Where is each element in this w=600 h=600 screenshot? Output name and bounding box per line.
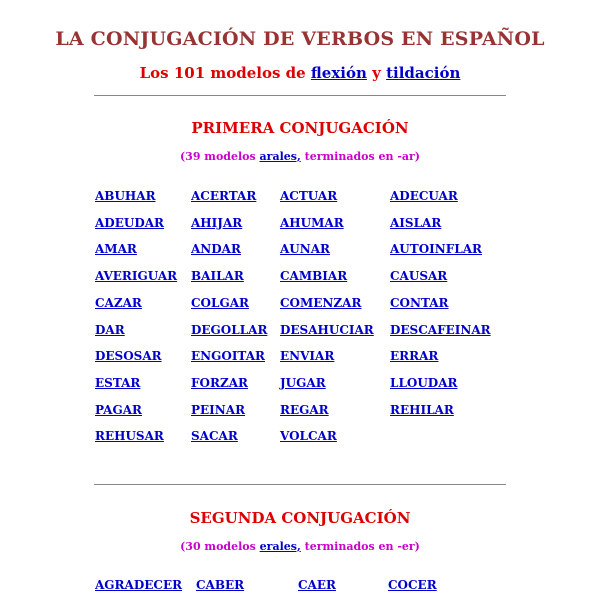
section-title-primera: PRIMERA CONJUGACIÓN <box>191 119 409 137</box>
verb-link-volcar[interactable]: VOLCAR <box>280 429 337 444</box>
verb-link-regar[interactable]: REGAR <box>280 402 329 417</box>
verb-link-andar[interactable]: ANDAR <box>191 242 241 257</box>
section-sub-suffix: terminados en -ar) <box>304 150 421 163</box>
verb-link-jugar[interactable]: JUGAR <box>280 375 326 390</box>
flexion-link[interactable]: flexión <box>310 64 367 82</box>
erales-link[interactable]: erales, <box>259 540 301 553</box>
verb-link-agradecer[interactable]: AGRADECER <box>95 578 183 592</box>
section-sub-prefix: (39 modelos <box>179 150 256 163</box>
verb-link-desahuciar[interactable]: DESAHUCIAR <box>280 322 374 337</box>
verb-link-enviar[interactable]: ENVIAR <box>280 349 335 364</box>
verb-link-aunar[interactable]: AUNAR <box>280 242 331 257</box>
subtitle-prefix: Los 101 modelos de <box>139 64 306 82</box>
verb-link-ahumar[interactable]: AHUMAR <box>280 215 344 230</box>
verb-link-adeudar[interactable]: ADEUDAR <box>95 215 165 230</box>
tildacion-link[interactable]: tildación <box>386 64 461 82</box>
page-title: LA CONJUGACIÓN DE VERBOS EN ESPAÑOL <box>55 28 545 50</box>
verb-link-desosar[interactable]: DESOSAR <box>95 349 162 364</box>
verb-link-cocer[interactable]: COCER <box>388 578 437 592</box>
verb-link-pagar[interactable]: PAGAR <box>95 402 142 417</box>
verb-link-amar[interactable]: AMAR <box>95 242 137 257</box>
verb-link-actuar[interactable]: ACTUAR <box>280 189 338 203</box>
verb-link-contar[interactable]: CONTAR <box>390 295 449 310</box>
subtitle-conjunction: y <box>372 64 381 82</box>
verb-link-aislar[interactable]: AISLAR <box>390 215 442 230</box>
verb-link-comenzar[interactable]: COMENZAR <box>280 295 362 310</box>
verb-link-descafeinar[interactable]: DESCAFEINAR <box>390 322 491 337</box>
verb-link-estar[interactable]: ESTAR <box>95 375 141 390</box>
verb-link-ahijar[interactable]: AHIJAR <box>191 215 243 230</box>
verb-link-bailar[interactable]: BAILAR <box>191 269 244 284</box>
verb-link-sacar[interactable]: SACAR <box>191 429 238 444</box>
arales-link[interactable]: arales, <box>259 150 301 163</box>
verb-link-lloudar[interactable]: LLOUDAR <box>390 375 458 390</box>
verb-link-caber[interactable]: CABER <box>196 578 245 592</box>
verb-link-rehusar[interactable]: REHUSAR <box>95 429 164 444</box>
verb-link-errar[interactable]: ERRAR <box>390 349 439 364</box>
verb-link-peinar[interactable]: PEINAR <box>191 402 246 417</box>
verb-link-degollar[interactable]: DEGOLLAR <box>191 322 268 337</box>
section-sub-prefix: (30 modelos <box>180 540 256 553</box>
section-sub-suffix: terminados en -er) <box>304 540 420 553</box>
verb-link-rehilar[interactable]: REHILAR <box>390 402 454 417</box>
verb-link-acertar[interactable]: ACERTAR <box>191 189 257 203</box>
section-title-segunda: SEGUNDA CONJUGACIÓN <box>189 509 411 527</box>
verb-link-forzar[interactable]: FORZAR <box>191 375 248 390</box>
verb-link-caer[interactable]: CAER <box>298 578 336 592</box>
verb-link-autoinflar[interactable]: AUTOINFLAR <box>390 242 482 257</box>
verb-link-abuhar[interactable]: ABUHAR <box>95 189 156 203</box>
verb-link-cazar[interactable]: CAZAR <box>95 295 142 310</box>
verb-link-adecuar[interactable]: ADECUAR <box>390 189 458 203</box>
verb-link-colgar[interactable]: COLGAR <box>191 295 249 310</box>
verb-link-cambiar[interactable]: CAMBIAR <box>280 269 348 284</box>
verb-link-causar[interactable]: CAUSAR <box>390 269 448 284</box>
verb-link-dar[interactable]: DAR <box>95 322 125 337</box>
verb-link-engoitar[interactable]: ENGOITAR <box>191 349 265 364</box>
verb-link-averiguar[interactable]: AVERIGUAR <box>95 269 178 284</box>
